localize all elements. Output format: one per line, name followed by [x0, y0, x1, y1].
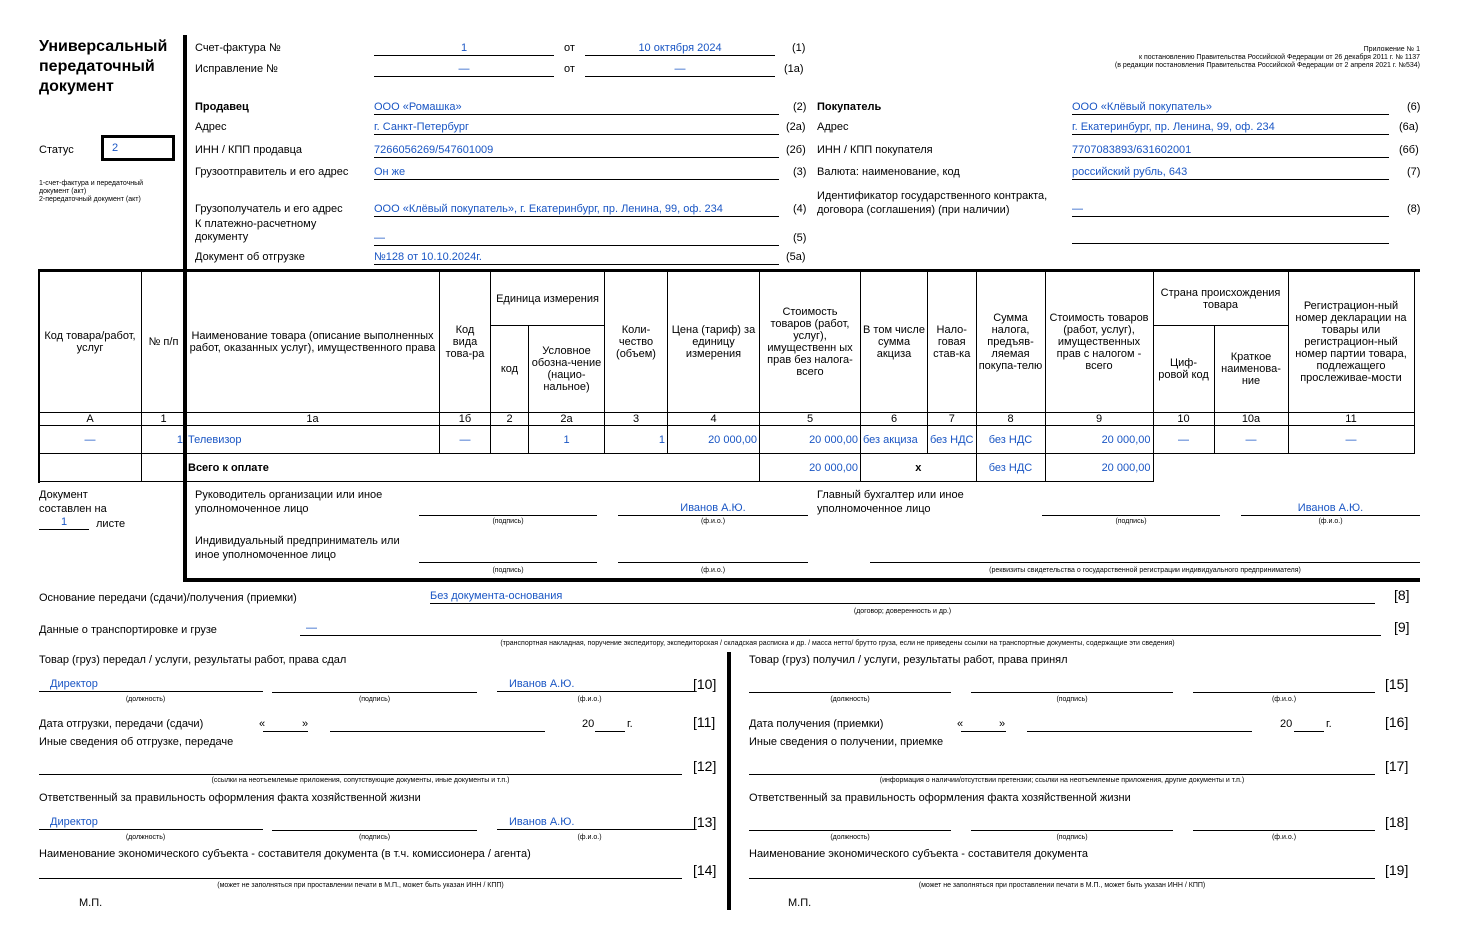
h-cost: Стоимость товаров (работ, услуг), имущественн ых прав без налога-всего: [760, 272, 861, 413]
resp2-pos-line[interactable]: [749, 830, 951, 831]
shipment-label: Документ об отгрузке: [195, 251, 305, 263]
h-unit: Единица измерения: [491, 272, 605, 326]
resp2-label: Ответственный за правильность оформления факта хозяйственной жизни: [749, 792, 1131, 804]
buyer-label: Покупатель: [817, 101, 882, 113]
total-sum[interactable]: 20 000,00: [1045, 454, 1153, 482]
shipment-value[interactable]: №128 от 10.10.2024г.: [374, 251, 779, 265]
basis-label: Основание передачи (сдачи)/получения (приемки): [39, 592, 297, 604]
resp-position[interactable]: Директор: [39, 816, 263, 830]
correction-code: (1а): [784, 63, 804, 75]
status-box[interactable]: 2: [101, 135, 175, 161]
h-total: Стоимость товаров (работ, услуг), имущественных прав с налогом - всего: [1045, 272, 1153, 413]
buyer-address-code: (6а): [1399, 121, 1419, 133]
total-x: x: [861, 454, 977, 482]
invoice-number[interactable]: 1: [374, 42, 554, 56]
shipper-code: (3): [793, 166, 807, 178]
chief-acc-name[interactable]: Иванов А.Ю.: [1241, 502, 1420, 516]
transport-code: [9]: [1394, 619, 1410, 635]
col-num: 1б: [440, 413, 491, 426]
resp-name[interactable]: Иванов А.Ю.: [497, 816, 694, 830]
basis-code: [8]: [1394, 587, 1410, 603]
chief-acc-sign-cap: (подпись): [1115, 518, 1147, 525]
other-recv-cap: (информация о наличии/отсутствии претензии; ссылки на неотъемлемые приложения, другие документы и т.п.): [879, 777, 1245, 784]
contract-code: (8): [1407, 203, 1421, 215]
currency-label: Валюта: наименование, код: [817, 166, 960, 178]
h-tax: Сумма налога, предъяв-ляемая покупа-телю: [976, 272, 1045, 413]
col-num: 3: [605, 413, 668, 426]
buyer-inn-label: ИНН / КПП покупателя: [817, 144, 933, 156]
seller-code: (2): [793, 101, 807, 113]
cell-tax[interactable]: без НДС: [976, 426, 1045, 454]
ship-day-line[interactable]: [263, 731, 308, 732]
h-price: Цена (тариф) за единицу измерения: [668, 272, 760, 413]
seller-address-label: Адрес: [195, 121, 227, 133]
left-fio-cap: (ф.и.о.): [577, 696, 602, 703]
currency-code: (7): [1407, 166, 1421, 178]
h-kind: Код вида това-ра: [440, 272, 491, 413]
seller-value[interactable]: ООО «Ромашка»: [374, 101, 779, 115]
col-num: 8: [976, 413, 1045, 426]
appendix-line-2: к постановлению Правительства Российской Федерации от 26 декабря 2011 г. № 1137: [1138, 54, 1420, 61]
entity-cap: (может не заполняться при проставлении печати в М.П., может быть указан ИНН / КПП): [217, 882, 504, 889]
cell-kind[interactable]: —: [440, 426, 491, 454]
chief-acc-fio-cap: (ф.и.о.): [1318, 518, 1343, 525]
buyer-value[interactable]: ООО «Клёвый покупатель»: [1072, 101, 1389, 115]
head-label: Руководитель организации или иное уполномоченное лицо: [195, 489, 383, 515]
doc-composed-label: Документ составлен на: [39, 489, 107, 515]
code-19: [19]: [1385, 862, 1409, 878]
resp2-sign-line[interactable]: [971, 830, 1173, 831]
total-blank: [1153, 454, 1414, 482]
table-left-border: [38, 269, 40, 483]
other-ship-line[interactable]: [39, 774, 682, 775]
recv-quote-close: »: [999, 718, 1006, 730]
ip-label: Индивидуальный предприниматель или иное уполномоченное лицо: [195, 535, 400, 561]
right-pos-line[interactable]: [749, 692, 951, 693]
recv-year-suffix: г.: [1326, 718, 1332, 730]
other-ship-cap: (ссылки на неотъемлемые приложения, сопутствующие документы, иные документы и т.п.): [211, 777, 510, 784]
left-position[interactable]: Директор: [39, 678, 263, 692]
code-12: [12]: [693, 758, 717, 774]
contract-value[interactable]: —: [1072, 203, 1389, 217]
col-num: 2: [491, 413, 529, 426]
code-16: [16]: [1385, 714, 1409, 730]
resp-label: Ответственный за правильность оформления факта хозяйственной жизни: [39, 792, 421, 804]
resp2-pos-cap: (должность): [830, 834, 870, 841]
col-num: 10а: [1214, 413, 1288, 426]
entity2-label: Наименование экономического субъекта - составителя документа: [749, 848, 1089, 860]
other-recv-label: Иные сведения о получении, приемке: [749, 736, 944, 748]
recv-month-line[interactable]: [1027, 731, 1252, 732]
resp-sign-cap: (подпись): [358, 834, 391, 841]
total-tax[interactable]: без НДС: [976, 454, 1045, 482]
cell-unit-sym[interactable]: 1: [529, 426, 605, 454]
table-row[interactable]: [39, 426, 1415, 454]
entity-line[interactable]: [39, 878, 682, 879]
status-note: 1-счет-фактура и передаточный документ (акт) 2-передаточный документ (акт): [39, 180, 144, 203]
right-fio-line[interactable]: [1193, 692, 1375, 693]
sheets-label: листе: [96, 518, 126, 530]
other-ship-label: Иные сведения об отгрузке, передаче: [39, 736, 234, 748]
basis-value[interactable]: Без документа-основания: [430, 590, 1375, 604]
cell-price[interactable]: 20 000,00: [668, 426, 760, 454]
col-num: 2а: [529, 413, 605, 426]
col-num: 4: [668, 413, 760, 426]
total-label: Всего к оплате: [186, 454, 760, 482]
appendix-note: [1115, 46, 1420, 70]
cell-country-code[interactable]: —: [1153, 426, 1214, 454]
col-num: 6: [861, 413, 928, 426]
cell-total[interactable]: 20 000,00: [1045, 426, 1153, 454]
seller-inn-value[interactable]: 7266056269/547601009: [374, 144, 779, 158]
buyer-address-value[interactable]: г. Екатеринбург, пр. Ленина, 99, оф. 234: [1072, 121, 1389, 135]
resp2-fio-cap: (ф.и.о.): [1271, 834, 1297, 841]
ip-sign-cap: (подпись): [492, 567, 524, 574]
consignee-value[interactable]: ООО «Клёвый покупатель», г. Екатеринбург, пр. Ленина, 99, оф. 234: [374, 203, 779, 217]
chief-acc-label: Главный бухгалтер или иное уполномоченное лицо: [817, 489, 964, 515]
cell-code[interactable]: —: [39, 426, 142, 454]
entity-label: Наименование экономического субъекта - составителя документа (в т.ч. комиссионера / агента): [39, 848, 531, 860]
other-recv-line[interactable]: [749, 774, 1375, 775]
left-sign-line[interactable]: [272, 692, 477, 693]
col-num: 1а: [186, 413, 440, 426]
buyer-code: (6): [1407, 101, 1421, 113]
h-unit-code: код: [491, 326, 529, 413]
recv-year-line[interactable]: [1294, 731, 1324, 732]
col-num: 9: [1045, 413, 1153, 426]
total-cost[interactable]: 20 000,00: [760, 454, 861, 482]
head-fio-cap: (ф.и.о.): [700, 518, 726, 525]
code-13: [13]: [693, 814, 717, 830]
contract-label: Идентификатор государственного контракта, договора (соглашения) (при наличии): [817, 190, 1048, 216]
recv-date-label: Дата получения (приемки): [749, 718, 884, 730]
correction-date[interactable]: —: [585, 63, 775, 77]
right-title: Товар (груз) получил / услуги, результаты работ, права принял: [749, 654, 1068, 666]
signature-bottom-border: [183, 578, 1420, 582]
invoice-label: Счет-фактура №: [195, 42, 281, 54]
invoice-code: (1): [792, 42, 806, 54]
entity2-cap: (может не заполняться при проставлении печати в М.П., может быть указан ИНН / КПП): [918, 882, 1206, 889]
status-label: Статус: [39, 144, 74, 156]
resp-sign-line[interactable]: [272, 830, 477, 831]
resp2-fio-line[interactable]: [1193, 830, 1375, 831]
resp-pos-cap: (должность): [125, 834, 166, 841]
code-15: [15]: [1385, 676, 1409, 692]
col-num: А: [39, 413, 142, 426]
resp-fio-cap: (ф.и.о.): [577, 834, 602, 841]
h-code: Код товара/работ, услуг: [39, 272, 142, 413]
cell-unit-code[interactable]: [491, 426, 529, 454]
code-14: [14]: [693, 862, 717, 878]
ip-fio-cap: (ф.и.о.): [700, 567, 726, 574]
cell-decl[interactable]: —: [1288, 426, 1414, 454]
head-sign-cap: (подпись): [492, 518, 524, 525]
h-npp: № п/п: [142, 272, 186, 413]
head-name[interactable]: Иванов А.Ю.: [618, 502, 808, 516]
currency-value[interactable]: российский рубль, 643: [1072, 166, 1389, 180]
correction-number[interactable]: —: [374, 63, 554, 77]
ship-quote-close: »: [302, 718, 309, 730]
ip-cert-line[interactable]: [870, 562, 1420, 563]
resp2-sign-cap: (подпись): [1056, 834, 1088, 841]
cell-npp[interactable]: 1: [142, 426, 186, 454]
h-rate: Нало-говая став-ка: [928, 272, 977, 413]
seller-label: Продавец: [195, 101, 249, 113]
transport-value[interactable]: —: [300, 622, 1381, 636]
h-country: Страна происхождения товара: [1153, 272, 1288, 326]
invoice-date[interactable]: 10 октября 2024: [585, 42, 775, 56]
chief-acc-sign-line[interactable]: [1042, 515, 1220, 516]
right-sign-cap: (подпись): [1056, 696, 1088, 703]
ship-year-suffix: г.: [627, 718, 633, 730]
ship-month-line[interactable]: [330, 731, 545, 732]
h-excise: В том числе сумма акциза: [861, 272, 928, 413]
contract-extra-line: [1072, 243, 1389, 244]
ship-quote-open: «: [259, 718, 266, 730]
h-country-code: Циф-ровой код: [1153, 326, 1214, 413]
h-qty: Коли-чество (объем): [605, 272, 668, 413]
recv-day-line[interactable]: [961, 731, 1006, 732]
invoice-from-label: от: [564, 42, 575, 54]
appendix-line-3: (в редакции постановления Правительства Российской Федерации от 2 апреля 2021 г. №534): [1114, 62, 1420, 69]
stamp-place-right: М.П.: [788, 897, 812, 909]
sheets-value[interactable]: 1: [39, 516, 89, 530]
basis-cap: (договор; доверенность и др.): [853, 608, 952, 615]
code-11: [11]: [693, 714, 716, 730]
payment-value[interactable]: —: [374, 232, 779, 246]
code-10: [10]: [693, 676, 717, 692]
transport-label: Данные о транспортировке и грузе: [39, 624, 217, 636]
h-country-name: Краткое наименова-ние: [1214, 326, 1288, 413]
correction-from-label: от: [564, 63, 575, 75]
transport-cap: (транспортная накладная, поручение экспедитору, экспедиторская / складская расписка и др. / масса нетто/ брутто груза, если не приведены ссылки на транспортные документы, содержащие эти сведения): [500, 640, 1175, 647]
correction-label: Исправление №: [195, 63, 278, 75]
left-title: Товар (груз) передал / услуги, результаты работ, права сдал: [39, 654, 347, 666]
seller-address-code: (2а): [786, 121, 806, 133]
payment-code: (5): [793, 232, 807, 244]
consignee-label: Грузополучатель и его адрес: [195, 203, 343, 215]
cell-name[interactable]: Телевизор: [186, 426, 440, 454]
left-sign-cap: (подпись): [358, 696, 391, 703]
right-sign-line[interactable]: [971, 692, 1173, 693]
consignee-code: (4): [793, 203, 807, 215]
cell-cost[interactable]: 20 000,00: [760, 426, 861, 454]
table-top-border: [38, 269, 1420, 272]
cell-country-name[interactable]: —: [1214, 426, 1288, 454]
left-pos-cap: (должность): [125, 696, 166, 703]
recv-quote-open: «: [957, 718, 964, 730]
entity2-line[interactable]: [749, 878, 1375, 879]
h-name: Наименование товара (описание выполненных работ, оказанных услуг), имущественного права: [186, 272, 440, 413]
seller-inn-label: ИНН / КПП продавца: [195, 144, 302, 156]
left-name[interactable]: Иванов А.Ю.: [497, 678, 694, 692]
cell-qty[interactable]: 1: [605, 426, 668, 454]
ship-year-prefix: 20: [582, 718, 595, 730]
col-num: 5: [760, 413, 861, 426]
stamp-place-left: М.П.: [79, 897, 103, 909]
doc-title: Универсальный передаточный документ: [39, 38, 168, 95]
seller-inn-code: (2б): [786, 144, 806, 156]
head-sign-line[interactable]: [419, 515, 597, 516]
ip-fio-line[interactable]: [618, 562, 808, 563]
appendix-line-1: Приложение № 1: [1363, 46, 1420, 53]
col-num: 11: [1288, 413, 1414, 426]
bottom-divider: [727, 652, 731, 910]
ship-year-line[interactable]: [595, 731, 625, 732]
payment-label: К платежно-расчетному документу: [195, 218, 317, 243]
buyer-inn-code: (6б): [1399, 144, 1419, 156]
buyer-inn-value[interactable]: 7707083893/631602001: [1072, 144, 1389, 158]
total-empty-a: [39, 454, 142, 482]
total-empty-b: [142, 454, 186, 482]
shipper-label: Грузоотправитель и его адрес: [195, 166, 349, 178]
shipper-value[interactable]: Он же: [374, 166, 779, 180]
right-pos-cap: (должность): [830, 696, 870, 703]
ip-cert-cap: (реквизиты свидетельства о государственной регистрации индивидуального предпринимателя): [989, 567, 1301, 574]
h-unit-sym: Условное обозна-чение (нацио-нальное): [529, 326, 605, 413]
goods-table: [38, 271, 1415, 482]
recv-year-prefix: 20: [1280, 718, 1293, 730]
code-18: [18]: [1385, 814, 1409, 830]
code-17: [17]: [1385, 758, 1409, 774]
ip-sign-line[interactable]: [419, 562, 597, 563]
col-num: 1: [142, 413, 186, 426]
shipment-code: (5а): [786, 251, 806, 263]
h-decl: Регистрацион-ный номер декларации на товары или регистрацион-ный номер партии товара, подлежащего прослеживае-мости: [1288, 272, 1414, 413]
col-num: 7: [928, 413, 977, 426]
cell-excise[interactable]: без акциза: [861, 426, 928, 454]
col-num: 10: [1153, 413, 1214, 426]
cell-rate[interactable]: без НДС: [928, 426, 977, 454]
ship-date-label: Дата отгрузки, передачи (сдачи): [39, 718, 204, 730]
right-fio-cap: (ф.и.о.): [1271, 696, 1297, 703]
buyer-address-label: Адрес: [817, 121, 849, 133]
seller-address-value[interactable]: г. Санкт-Петербург: [374, 121, 779, 135]
